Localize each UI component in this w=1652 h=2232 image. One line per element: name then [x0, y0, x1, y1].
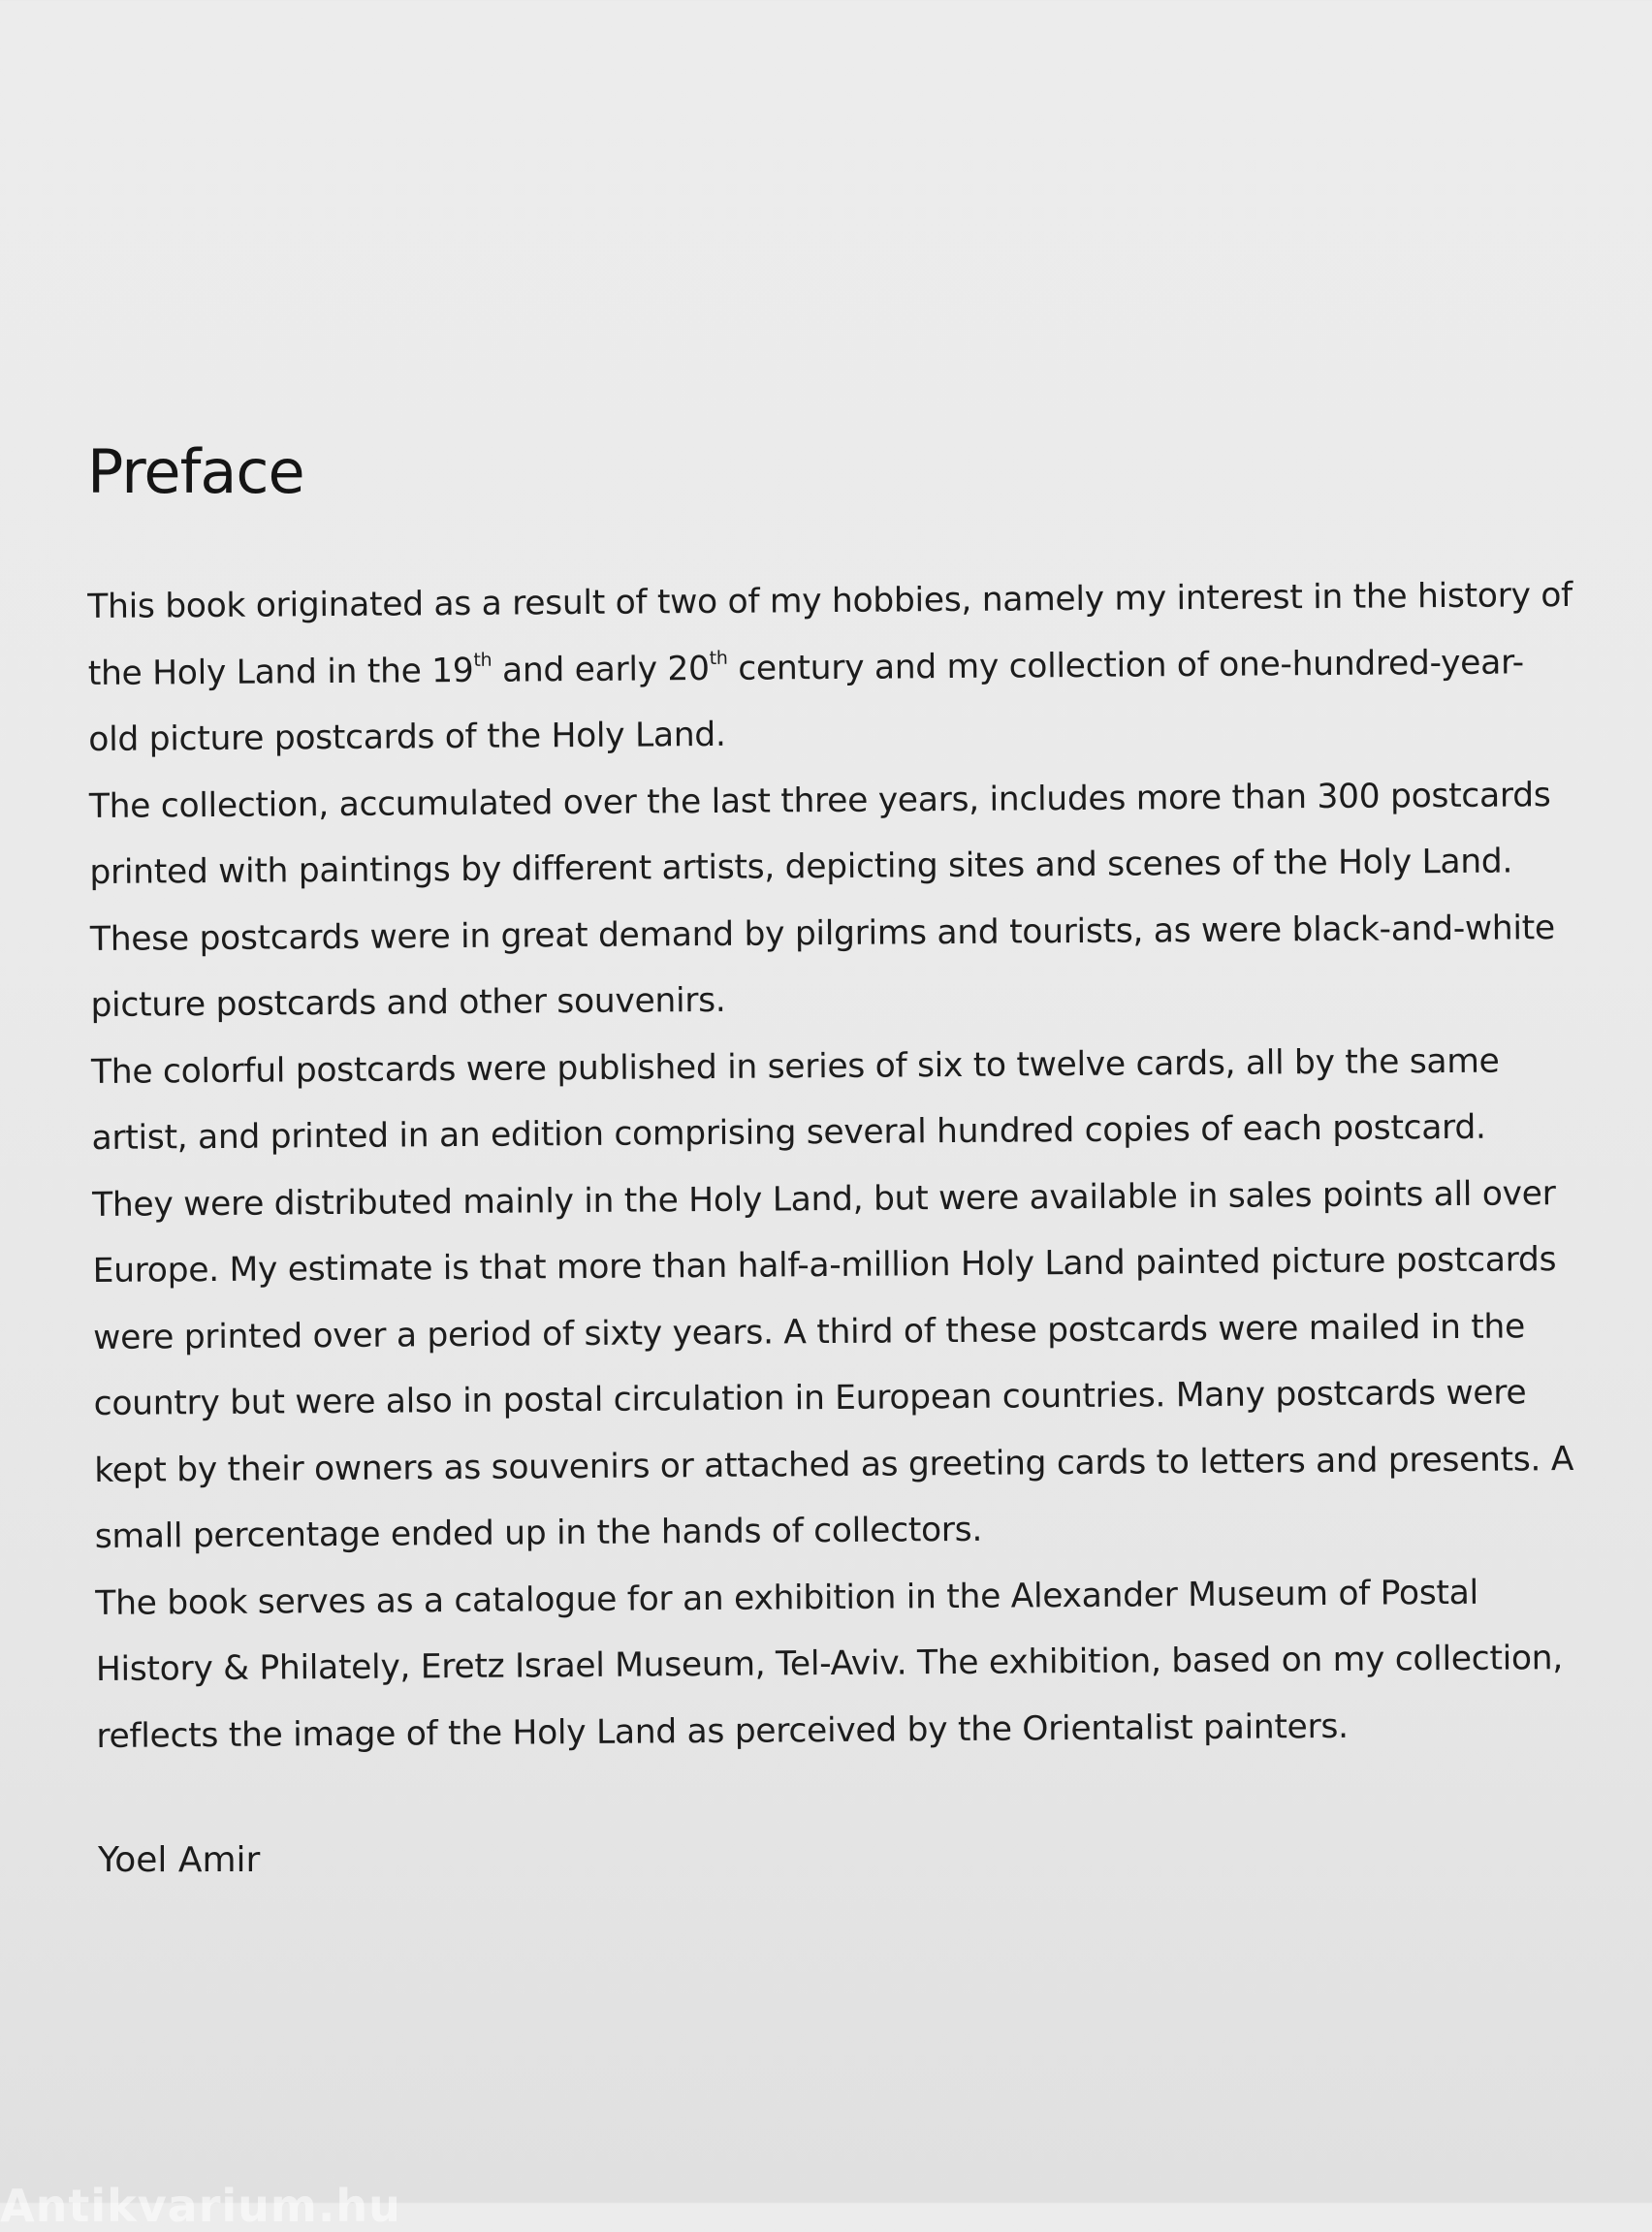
page-title: Preface	[87, 436, 304, 507]
body-text-segment: and early 20	[492, 649, 710, 690]
body-line: The colorful postcards were published in series of six to twelve cards, all by the same	[90, 1041, 1500, 1092]
watermark: Antikvarium.hu	[0, 2180, 401, 2232]
body-line	[88, 628, 1581, 707]
body-line: History & Philately, Eretz Israel Museum, Tel-Aviv. The exhibition, based on my collection,	[95, 1639, 1564, 1689]
body-line: kept by their owners as souvenirs or attached as greeting cards to letters and presents. A	[94, 1439, 1574, 1490]
superscript: th	[709, 647, 728, 670]
body-line: old picture postcards of the Holy Land.	[88, 715, 726, 759]
body-line: were printed over a period of sixty years. A third of these postcards were mailed in the	[93, 1306, 1526, 1357]
body-line: They were distributed mainly in the Holy Land, but were available in sales points all over	[91, 1173, 1556, 1225]
body-line: These postcards were in great demand by pilgrims and tourists, as were black-and-white	[89, 908, 1555, 959]
body-text-segment: the Holy Land in the 19	[87, 651, 474, 693]
body-line: printed with paintings by different artists, depicting sites and scenes of the Holy Land.	[89, 842, 1513, 892]
body-line: picture postcards and other souvenirs.	[90, 980, 726, 1025]
preface-body	[87, 562, 1590, 1770]
superscript: th	[473, 649, 492, 672]
body-text-segment: century and my collection of one-hundred-year-	[727, 642, 1524, 688]
body-line: Europe. My estimate is that more than half-a-million Holy Land painted picture postcards	[92, 1240, 1557, 1291]
body-line: The collection, accumulated over the last three years, includes more than 300 postcards	[88, 775, 1551, 826]
body-line: The book serves as a catalogue for an exhibition in the Alexander Museum of Postal	[95, 1573, 1478, 1623]
body-line: artist, and printed in an edition comprising several hundred copies of each postcard.	[91, 1107, 1486, 1158]
body-line: reflects the image of the Holy Land as perceived by the Orientalist painters.	[96, 1706, 1349, 1756]
body-line: This book originated as a result of two of my hobbies, namely my interest in the history of	[87, 575, 1573, 626]
author-signature: Yoel Amir	[98, 1840, 261, 1880]
body-line: country but were also in postal circulation in European countries. Many postcards were	[93, 1373, 1527, 1423]
body-line: small percentage ended up in the hands of collectors.	[94, 1510, 983, 1556]
